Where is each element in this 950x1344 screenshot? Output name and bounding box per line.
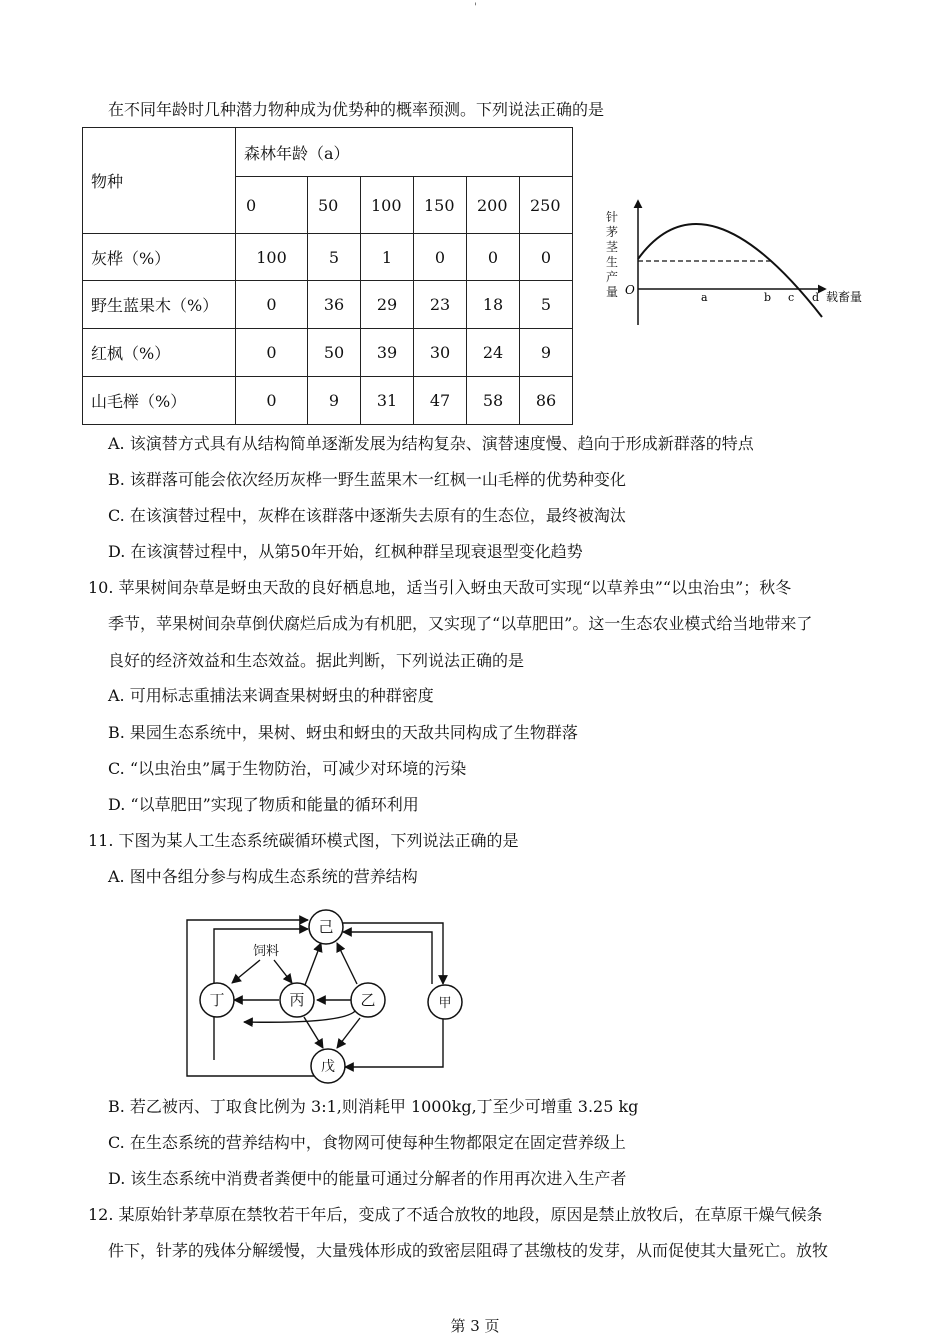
ylabel-char: 茅 [606, 225, 619, 239]
q11-option-c: C. 在生态系统的营养结构中，食物网可使每种生物都限定在固定营养级上 [108, 1133, 626, 1152]
q11-stem: 11. 下图为某人工生态系统碳循环模式图，下列说法正确的是 [88, 831, 519, 850]
value-cell: 5 [520, 281, 573, 329]
q10-option-c: C. “以虫治虫”属于生物防治，可减少对环境的污染 [108, 759, 467, 778]
ylabel-char: 产 [606, 270, 619, 284]
age-cell: 200 [467, 177, 520, 234]
value-cell: 5 [308, 234, 361, 281]
species-name: 山毛榉（%） [83, 377, 236, 425]
species-header: 物种 [83, 128, 236, 234]
q11-option-a: A. 图中各组分参与构成生态系统的营养结构 [108, 867, 418, 886]
q10-option-d: D. “以草肥田”实现了物质和能量的循环利用 [108, 795, 419, 814]
q9-option-b: B. 该群落可能会依次经历灰桦一野生蓝果木一红枫一山毛榉的优势种变化 [108, 470, 626, 489]
ylabel-char: 茎 [606, 240, 619, 254]
q10-stem-line: 10. 苹果树间杂草是蚜虫天敌的良好栖息地，适当引入蚜虫天敌可实现“以草养虫”“以虫治虫”；秋冬 [88, 578, 792, 597]
flow-arrow [232, 960, 260, 983]
ylabel-char: 生 [606, 255, 619, 269]
value-cell: 86 [520, 377, 573, 425]
carbon-cycle-diagram [180, 900, 480, 1090]
q12-stem-line: 件下，针茅的残体分解缓慢，大量残体形成的致密层阻碍了甚缴枝的发芽，从而促使其大量死亡。放牧 [108, 1241, 829, 1260]
q9-intro: 在不同年龄时几种潜力物种成为优势种的概率预测。下列说法正确的是 [108, 100, 605, 119]
value-cell: 0 [414, 234, 467, 281]
forest-age-table [82, 127, 573, 425]
q12-stem-line: 12. 某原始针茅草原在禁牧若干年后，变成了不适合放牧的地段，原因是禁止放牧后，在草原干燥气候条 [88, 1205, 823, 1224]
age-cell: 50 [308, 177, 361, 234]
value-cell: 9 [520, 329, 573, 377]
value-cell: 31 [361, 377, 414, 425]
value-cell: 30 [414, 329, 467, 377]
value-cell: 9 [308, 377, 361, 425]
flow-arrow [337, 943, 357, 984]
node-label: 丙 [289, 991, 305, 1009]
y-axis-label [606, 209, 619, 299]
flow-arrow [345, 1019, 443, 1067]
value-cell: 39 [361, 329, 414, 377]
age-cell: 250 [520, 177, 573, 234]
value-cell: 0 [467, 234, 520, 281]
value-cell: 100 [236, 234, 308, 281]
tick-label: d [812, 291, 820, 304]
q11-option-b: B. 若乙被丙、丁取食比例为 3:1,则消耗甲 1000kg,丁至少可增重 3.25 kg [108, 1097, 639, 1116]
origin-label: O [625, 283, 635, 297]
age-cell: 0 [236, 177, 308, 234]
species-name: 灰桦（%） [83, 234, 236, 281]
q10-stem-line: 季节，苹果树间杂草倒伏腐烂后成为有机肥，又实现了“以草肥田”。这一生态农业模式给当地带来了 [108, 614, 813, 633]
tick-label: b [764, 291, 772, 304]
node-label: 己 [318, 918, 334, 936]
q9-option-d: D. 在该演替过程中，从第50年开始，红枫种群呈现衰退型变化趋势 [108, 542, 583, 561]
tick-label: a [701, 291, 708, 304]
flow-arrow [274, 960, 292, 983]
top-mark: ' [474, 2, 477, 13]
q10-option-a: A. 可用标志重捕法来调查果树蚜虫的种群密度 [108, 686, 434, 705]
value-cell: 58 [467, 377, 520, 425]
species-name: 野生蓝果木（%） [83, 281, 236, 329]
flow-arrow [337, 1018, 360, 1048]
q10-stem-line: 良好的经济效益和生态效益。据此判断，下列说法正确的是 [108, 651, 525, 670]
ylabel-char: 针 [606, 210, 619, 224]
age-header: 森林年龄（a） [236, 128, 573, 177]
node-label: 乙 [360, 991, 376, 1009]
species-name: 红枫（%） [83, 329, 236, 377]
value-cell: 50 [308, 329, 361, 377]
value-cell: 0 [520, 234, 573, 281]
q11-option-d: D. 该生态系统中消费者粪便中的能量可通过分解者的作用再次进入生产者 [108, 1169, 627, 1188]
value-cell: 0 [236, 329, 308, 377]
page-number: 第 3 页 [450, 1317, 500, 1335]
value-cell: 29 [361, 281, 414, 329]
value-cell: 1 [361, 234, 414, 281]
value-cell: 36 [308, 281, 361, 329]
x-axis-label: 载畜量 [826, 290, 863, 304]
value-cell: 0 [236, 377, 308, 425]
table-row [83, 329, 573, 377]
node-label: 戊 [321, 1059, 335, 1075]
flow-arrow [305, 943, 321, 985]
age-cell: 100 [361, 177, 414, 234]
q9-option-a: A. 该演替方式具有从结构简单逐渐发展为结构复杂、演替速度慢、趋向于形成新群落的特点 [108, 434, 754, 453]
value-cell: 23 [414, 281, 467, 329]
stocking-rate-graph [600, 195, 880, 335]
table-row [83, 234, 573, 281]
flow-arrow [343, 932, 432, 984]
value-cell: 18 [467, 281, 520, 329]
value-cell: 24 [467, 329, 520, 377]
value-cell: 0 [236, 281, 308, 329]
node-label: 丁 [209, 991, 225, 1009]
production-curve [638, 224, 822, 317]
age-cell: 150 [414, 177, 467, 234]
q9-option-c: C. 在该演替过程中，灰桦在该群落中逐渐失去原有的生态位，最终被淘汰 [108, 506, 626, 525]
flow-arrow [304, 1017, 323, 1048]
ylabel-char: 量 [606, 285, 619, 299]
table-row [83, 281, 573, 329]
node-label: 甲 [438, 996, 452, 1011]
tick-label: c [788, 291, 795, 304]
q10-option-b: B. 果园生态系统中，果树、蚜虫和蚜虫的天敌共同构成了生物群落 [108, 723, 578, 742]
value-cell: 47 [414, 377, 467, 425]
table-row [83, 377, 573, 425]
feed-label: 饲料 [252, 944, 280, 959]
